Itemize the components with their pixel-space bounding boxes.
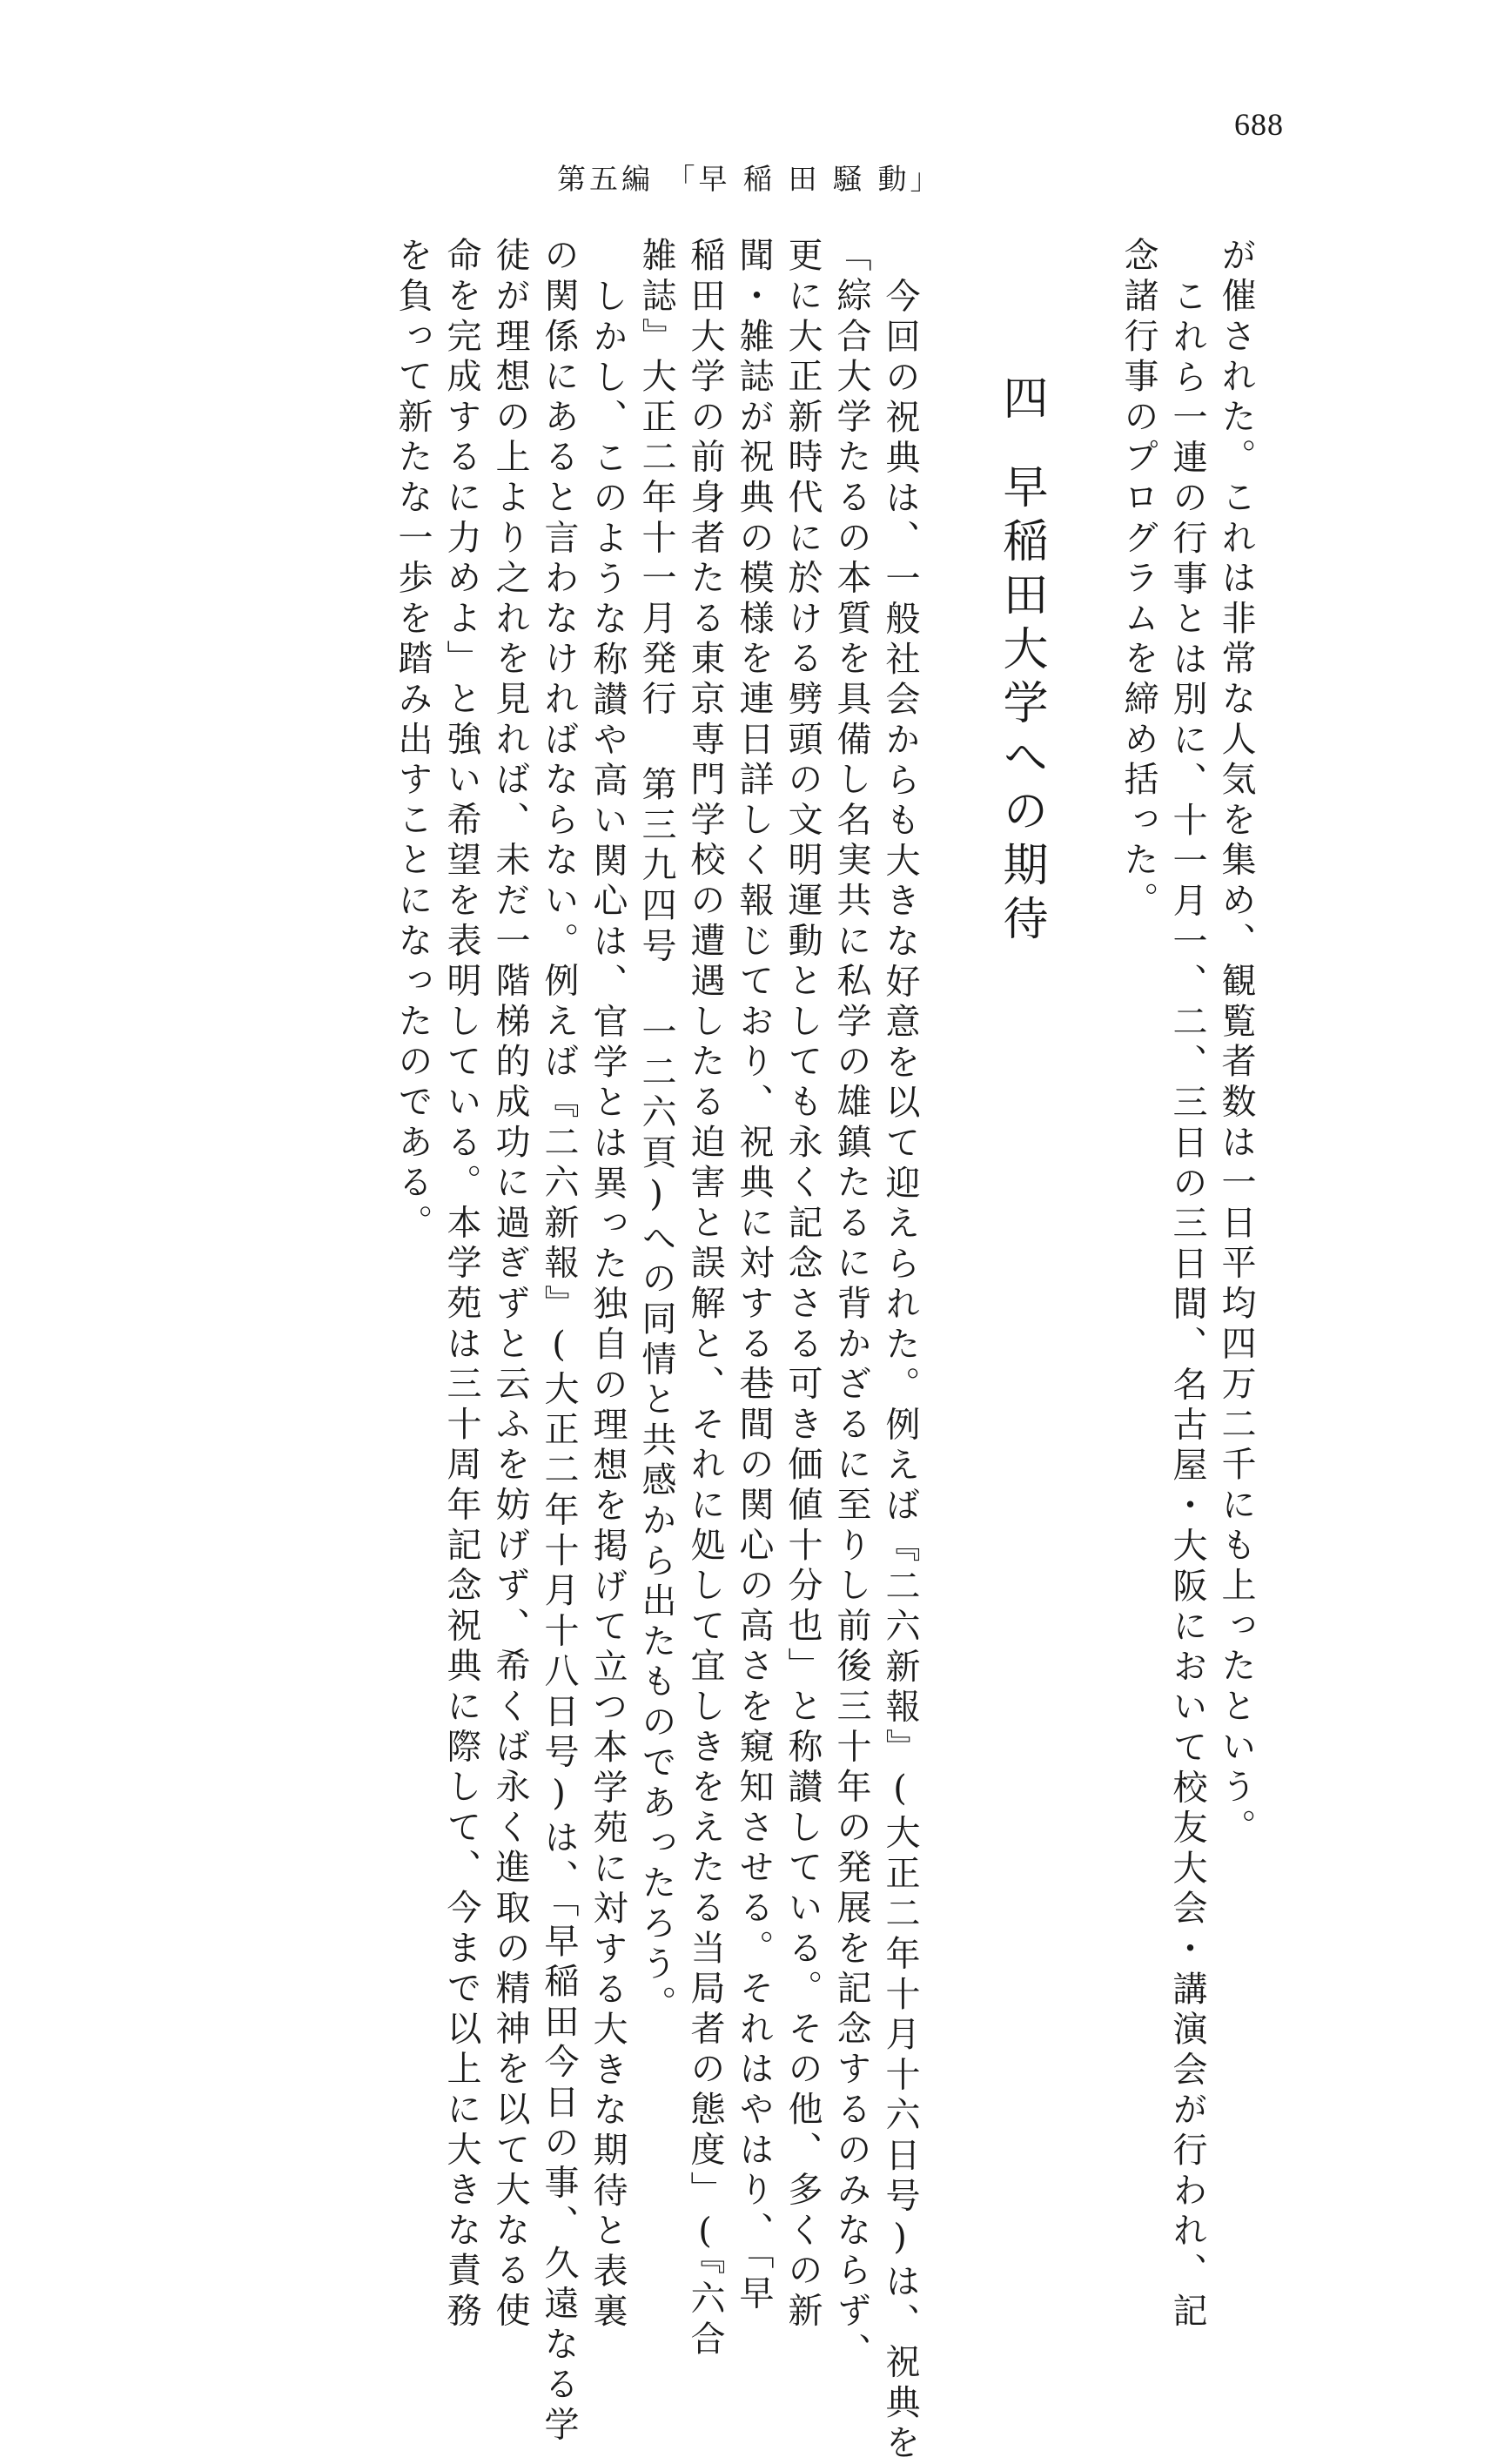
text-column-12: 徒が理想の上より之れを見れば、未だ一階梯的成功に過ぎずと云ふを妨げず、希くば永く進取の精神を以て大なる使 <box>490 237 530 2333</box>
text-column-11: の関係にあると言わなければならない。例えば『二六新報』(大正二年十月十八日号)は、「早稲田今日の事、久遠なる学 <box>539 237 579 2447</box>
text-column-7: 聞・雑誌が祝典の模様を連日詳しく報じており、祝典に対する巷間の関心の高さを窺知させる。それはやはり、「早 <box>734 237 774 2315</box>
section-title: 早稲田大学への期待 <box>995 463 1047 949</box>
text-column-1: が催された。これは非常な人気を集め、観覧者数は一日平均四万二千にも上ったという。 <box>1216 237 1256 1849</box>
text-column-13: 命を完成するに力めよ」と強い希望を表明している。本学苑は三十周年記念祝典に際して、今まで以上に大きな責務 <box>441 237 481 2333</box>
text-column-3: 念諸行事のプログラムを締め括った。 <box>1118 237 1158 923</box>
text-column-8: 稲田大学の前身者たる東京専門学校の遭遇したる迫害と誤解と、それに処して宜しきをえたる当局者の態度」(『六合 <box>685 237 725 2360</box>
text-column-2: これら一連の行事とは別に、十一月一、二、三日の三日間、名古屋・大阪において校友大会・講演会が行われ、記 <box>1167 278 1207 2333</box>
section-heading <box>991 374 1051 949</box>
text-column-6: 更に大正新時代に於ける劈頭の文明運動としても永く記念さる可き価値十分也」と称讃している。その他、多くの新 <box>782 237 823 2333</box>
text-column-14: を負って新たな一歩を踏み出すことになったのである。 <box>393 237 433 1245</box>
section-number: 四 <box>995 374 1047 420</box>
text-column-5: 「綜合大学たるの本質を具備し名実共に私学の雄鎮たるに背かざるに至りし前後三十年の発展を記念するのみならず、 <box>831 237 871 2373</box>
text-column-4: 今回の祝典は、一般社会からも大きな好意を以て迎えられた。例えば『二六新報』(大正二年十月十六日号)は、祝典を <box>880 278 920 2464</box>
text-column-10: しかし、このような称讃や高い関心は、官学とは異った独自の理想を掲げて立つ本学苑に対する大きな期待と表裏 <box>588 278 628 2333</box>
text-column-9: 雑誌』大正二年十一月発行 第三九四号 一二六頁)への同情と共感から出たものであったろう。 <box>636 237 676 2026</box>
running-header: 第五編 「早 稲 田 騒 動」 <box>557 162 943 196</box>
page-number: 688 <box>1234 107 1284 142</box>
